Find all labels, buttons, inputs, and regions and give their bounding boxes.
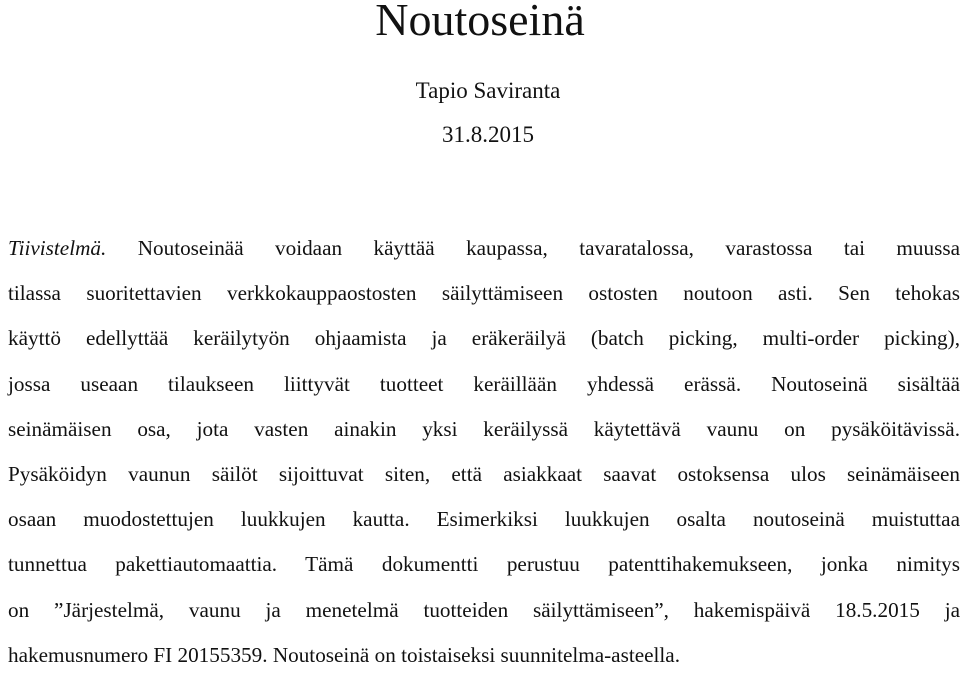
document-title: Noutoseinä [375,0,585,45]
abstract-line: hakemusnumero FI 20155359. Noutoseinä on toistaiseksi suunnitelma-asteella. [8,642,680,667]
abstract [8,226,960,678]
abstract-line: Pysäköidyn vaunun säilöt sijoittuvat siten, että asiakkaat saavat ostoksensa ulos seinämäiseen [8,462,960,487]
abstract-line: osaan muodostettujen luukkujen kautta. Esimerkiksi luukkujen osalta noutoseinä muistuttaa [8,507,960,532]
document-date: 31.8.2015 [442,122,534,147]
abstract-line: on ”Järjestelmä, vaunu ja menetelmä tuotteiden säilyttämiseen”, hakemispäivä 18.5.2015 ja [8,597,960,622]
author-name: Tapio Saviranta [415,78,561,103]
abstract-line-text: Noutoseinää voidaan käyttää kaupassa, tavaratalossa, varastossa tai muussa [106,236,960,260]
abstract-line: tunnettua pakettiautomaattia. Tämä dokumentti perustuu patenttihakemukseen, jonka nimitys [8,552,960,577]
abstract-line: jossa useaan tilaukseen liittyvät tuotteet keräillään yhdessä erässä. Noutoseinä sisältää [8,371,960,396]
abstract-line [8,226,960,271]
abstract-label: Tiivistelmä. [8,236,107,260]
abstract-line: käyttö edellyttää keräilytyön ohjaamista ja eräkeräilyä (batch picking, multi-order picking), [8,326,960,351]
abstract-line: tilassa suoritettavien verkkokauppaostosten säilyttämiseen ostosten noutoon asti. Sen tehokas [8,281,960,306]
abstract-line: seinämäisen osa, jota vasten ainakin yksi keräilyssä käytettävä vaunu on pysäköitävissä. [8,416,960,441]
